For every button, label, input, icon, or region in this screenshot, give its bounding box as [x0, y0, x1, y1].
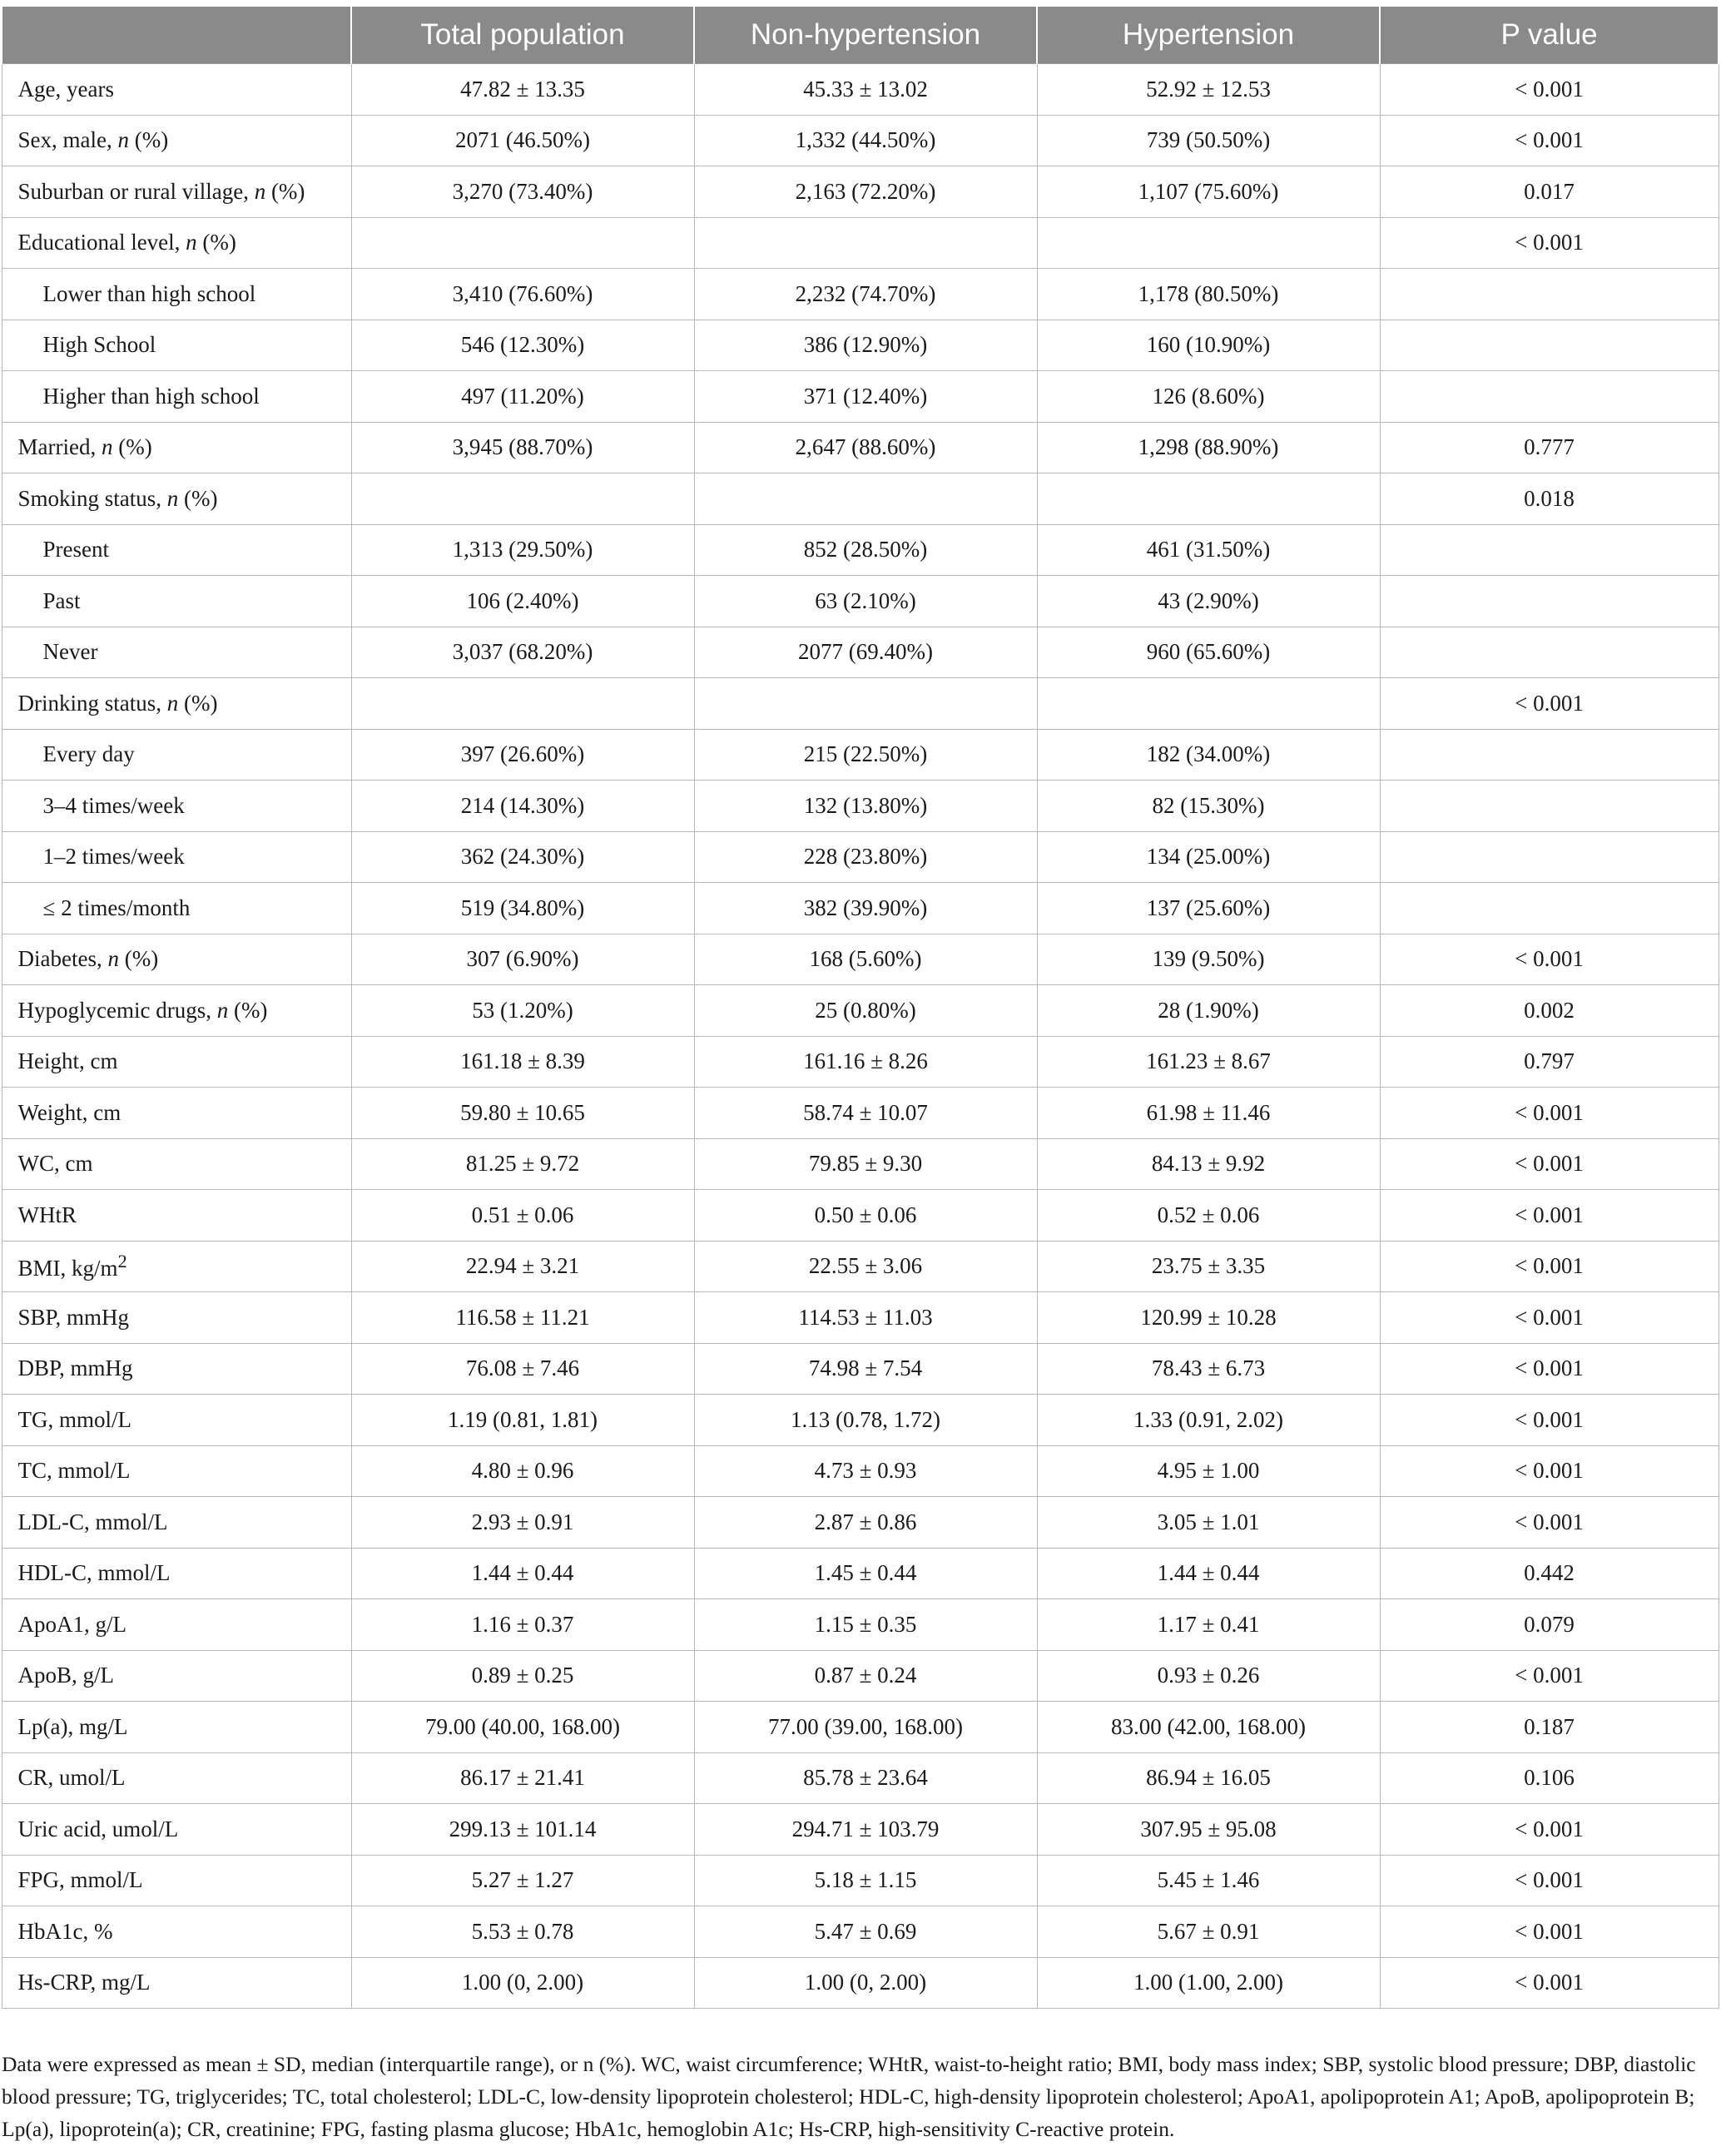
cell-hypertension: 307.95 ± 95.08: [1037, 1804, 1380, 1856]
row-label: TG, mmol/L: [2, 1395, 351, 1446]
cell-hypertension: 0.52 ± 0.06: [1037, 1190, 1380, 1242]
table-row: [2, 1599, 1719, 1651]
cell-p-value: < 0.001: [1380, 1241, 1719, 1292]
table-row: [2, 1906, 1719, 1958]
cell-total-population: 307 (6.90%): [351, 934, 694, 985]
cell-hypertension: 1.17 ± 0.41: [1037, 1599, 1380, 1651]
table-row: [2, 115, 1719, 166]
cell-total-population: 1.16 ± 0.37: [351, 1599, 694, 1651]
cell-hypertension: 139 (9.50%): [1037, 934, 1380, 985]
row-label: SBP, mmHg: [2, 1292, 351, 1344]
cell-p-value: < 0.001: [1380, 217, 1719, 269]
table-body: [2, 64, 1719, 2009]
cell-total-population: 362 (24.30%): [351, 831, 694, 883]
cell-non-hypertension: [694, 678, 1037, 730]
cell-hypertension: 160 (10.90%): [1037, 320, 1380, 371]
row-label: TC, mmol/L: [2, 1445, 351, 1497]
cell-p-value: < 0.001: [1380, 934, 1719, 985]
cell-hypertension: 161.23 ± 8.67: [1037, 1036, 1380, 1088]
cell-non-hypertension: 386 (12.90%): [694, 320, 1037, 371]
cell-hypertension: 134 (25.00%): [1037, 831, 1380, 883]
table-row: [2, 576, 1719, 627]
cell-p-value: < 0.001: [1380, 1395, 1719, 1446]
cell-non-hypertension: 4.73 ± 0.93: [694, 1445, 1037, 1497]
table-row: [2, 831, 1719, 883]
cell-p-value: < 0.001: [1380, 1957, 1719, 2009]
row-label: Present: [2, 524, 351, 576]
table-row: [2, 1445, 1719, 1497]
cell-total-population: 79.00 (40.00, 168.00): [351, 1702, 694, 1753]
table-footnote: Data were expressed as mean ± SD, median (interquartile range), or n (%). WC, waist circumference; WHtR, waist-to-height ratio; BMI, body mass index; SBP, systolic blood pressure; DBP, diastolic blood pressure; TG, triglycerides; TC, total cholesterol; LDL-C, low-density lipoprotein cholesterol; HDL-C, high-density lipoprotein cholesterol; ApoA1, apolipoprotein A1; ApoB, apolipoprotein B; Lp(a), lipoprotein(a); CR, creatinine; FPG, fasting plasma glucose; HbA1c, hemoglobin A1c; Hs-CRP, high-sensitivity C-reactive protein.: [2, 2052, 1696, 2141]
row-label: ApoB, g/L: [2, 1650, 351, 1702]
cell-hypertension: 126 (8.60%): [1037, 371, 1380, 423]
cell-total-population: 116.58 ± 11.21: [351, 1292, 694, 1344]
cell-total-population: 1,313 (29.50%): [351, 524, 694, 576]
cell-p-value: < 0.001: [1380, 1497, 1719, 1549]
cell-hypertension: 1,107 (75.60%): [1037, 166, 1380, 218]
cell-hypertension: 23.75 ± 3.35: [1037, 1241, 1380, 1292]
table-row: [2, 883, 1719, 934]
cell-total-population: 497 (11.20%): [351, 371, 694, 423]
cell-hypertension: 120.99 ± 10.28: [1037, 1292, 1380, 1344]
cell-non-hypertension: 2077 (69.40%): [694, 627, 1037, 678]
table-row: [2, 1395, 1719, 1446]
row-label: LDL-C, mmol/L: [2, 1497, 351, 1549]
row-label: Age, years: [2, 64, 351, 116]
cell-p-value: 0.797: [1380, 1036, 1719, 1088]
cell-p-value: < 0.001: [1380, 64, 1719, 116]
cell-total-population: 3,037 (68.20%): [351, 627, 694, 678]
cell-total-population: 0.51 ± 0.06: [351, 1190, 694, 1242]
cell-p-value: [1380, 729, 1719, 781]
cell-non-hypertension: 161.16 ± 8.26: [694, 1036, 1037, 1088]
table-row: [2, 1190, 1719, 1242]
cell-p-value: < 0.001: [1380, 1855, 1719, 1906]
cell-non-hypertension: 0.87 ± 0.24: [694, 1650, 1037, 1702]
cell-hypertension: 84.13 ± 9.92: [1037, 1138, 1380, 1190]
cell-total-population: 53 (1.20%): [351, 985, 694, 1037]
cell-non-hypertension: 63 (2.10%): [694, 576, 1037, 627]
row-label: ≤ 2 times/month: [2, 883, 351, 934]
cell-p-value: [1380, 371, 1719, 423]
cell-total-population: 1.00 (0, 2.00): [351, 1957, 694, 2009]
table-row: [2, 627, 1719, 678]
cell-hypertension: 52.92 ± 12.53: [1037, 64, 1380, 116]
cell-p-value: [1380, 524, 1719, 576]
cell-total-population: 397 (26.60%): [351, 729, 694, 781]
cell-total-population: 0.89 ± 0.25: [351, 1650, 694, 1702]
cell-hypertension: 137 (25.60%): [1037, 883, 1380, 934]
cell-non-hypertension: 2,647 (88.60%): [694, 422, 1037, 473]
row-label: FPG, mmol/L: [2, 1855, 351, 1906]
cell-non-hypertension: 22.55 ± 3.06: [694, 1241, 1037, 1292]
cell-total-population: 519 (34.80%): [351, 883, 694, 934]
table-row: [2, 1650, 1719, 1702]
cell-hypertension: 3.05 ± 1.01: [1037, 1497, 1380, 1549]
row-label: Every day: [2, 729, 351, 781]
cell-hypertension: 960 (65.60%): [1037, 627, 1380, 678]
cell-hypertension: 82 (15.30%): [1037, 781, 1380, 832]
table-row: [2, 217, 1719, 269]
table-row: [2, 269, 1719, 320]
cell-hypertension: 83.00 (42.00, 168.00): [1037, 1702, 1380, 1753]
cell-p-value: [1380, 576, 1719, 627]
table-row: [2, 1855, 1719, 1906]
row-label: Smoking status, n (%): [2, 473, 351, 525]
table-row: [2, 1292, 1719, 1344]
table-row: [2, 371, 1719, 423]
cell-p-value: < 0.001: [1380, 1906, 1719, 1958]
cell-total-population: 59.80 ± 10.65: [351, 1088, 694, 1139]
table-row: [2, 1036, 1719, 1088]
header-variable: [2, 6, 351, 64]
row-label: 1–2 times/week: [2, 831, 351, 883]
cell-non-hypertension: 1.45 ± 0.44: [694, 1548, 1037, 1599]
table-row: [2, 729, 1719, 781]
cell-non-hypertension: 371 (12.40%): [694, 371, 1037, 423]
table-row: [2, 1497, 1719, 1549]
cell-total-population: 2071 (46.50%): [351, 115, 694, 166]
cell-total-population: 76.08 ± 7.46: [351, 1343, 694, 1395]
row-label: WC, cm: [2, 1138, 351, 1190]
table-row: [2, 934, 1719, 985]
row-label: Hypoglycemic drugs, n (%): [2, 985, 351, 1037]
table-row: [2, 1138, 1719, 1190]
cell-hypertension: 1,178 (80.50%): [1037, 269, 1380, 320]
cell-hypertension: 5.67 ± 0.91: [1037, 1906, 1380, 1958]
row-label: Lp(a), mg/L: [2, 1702, 351, 1753]
row-label: DBP, mmHg: [2, 1343, 351, 1395]
row-label: HbA1c, %: [2, 1906, 351, 1958]
cell-p-value: < 0.001: [1380, 1138, 1719, 1190]
table-row: [2, 781, 1719, 832]
cell-non-hypertension: 1.00 (0, 2.00): [694, 1957, 1037, 2009]
cell-p-value: 0.017: [1380, 166, 1719, 218]
baseline-characteristics-table: [1, 5, 1719, 2009]
cell-p-value: 0.106: [1380, 1752, 1719, 1804]
cell-non-hypertension: 79.85 ± 9.30: [694, 1138, 1037, 1190]
cell-p-value: 0.777: [1380, 422, 1719, 473]
cell-total-population: 299.13 ± 101.14: [351, 1804, 694, 1856]
cell-total-population: [351, 217, 694, 269]
cell-non-hypertension: 85.78 ± 23.64: [694, 1752, 1037, 1804]
cell-hypertension: [1037, 217, 1380, 269]
row-label: HDL-C, mmol/L: [2, 1548, 351, 1599]
table-row: [2, 422, 1719, 473]
cell-p-value: < 0.001: [1380, 1292, 1719, 1344]
table-row: [2, 1752, 1719, 1804]
row-label: BMI, $kg/m^2$: [2, 1241, 351, 1292]
cell-hypertension: 86.94 ± 16.05: [1037, 1752, 1380, 1804]
row-label: WHtR: [2, 1190, 351, 1242]
cell-hypertension: [1037, 678, 1380, 730]
table-row: [2, 473, 1719, 525]
cell-non-hypertension: [694, 217, 1037, 269]
cell-non-hypertension: 0.50 ± 0.06: [694, 1190, 1037, 1242]
row-label: Educational level, n (%): [2, 217, 351, 269]
table-row: [2, 1088, 1719, 1139]
cell-non-hypertension: 5.47 ± 0.69: [694, 1906, 1037, 1958]
cell-p-value: [1380, 269, 1719, 320]
cell-hypertension: 1.44 ± 0.44: [1037, 1548, 1380, 1599]
header-total-population: Total population: [351, 6, 694, 64]
cell-hypertension: 28 (1.90%): [1037, 985, 1380, 1037]
cell-non-hypertension: 215 (22.50%): [694, 729, 1037, 781]
cell-p-value: < 0.001: [1380, 678, 1719, 730]
row-label: Drinking status, n (%): [2, 678, 351, 730]
cell-hypertension: 461 (31.50%): [1037, 524, 1380, 576]
row-label: Sex, male, n (%): [2, 115, 351, 166]
cell-non-hypertension: 294.71 ± 103.79: [694, 1804, 1037, 1856]
cell-non-hypertension: 45.33 ± 13.02: [694, 64, 1037, 116]
cell-total-population: 3,270 (73.40%): [351, 166, 694, 218]
cell-total-population: [351, 473, 694, 525]
table-row: [2, 1804, 1719, 1856]
cell-hypertension: 1,298 (88.90%): [1037, 422, 1380, 473]
cell-non-hypertension: 228 (23.80%): [694, 831, 1037, 883]
table-row: [2, 524, 1719, 576]
cell-non-hypertension: 132 (13.80%): [694, 781, 1037, 832]
row-label: Lower than high school: [2, 269, 351, 320]
row-label: Diabetes, n (%): [2, 934, 351, 985]
cell-p-value: < 0.001: [1380, 1650, 1719, 1702]
cell-total-population: 3,410 (76.60%): [351, 269, 694, 320]
cell-hypertension: [1037, 473, 1380, 525]
cell-p-value: 0.187: [1380, 1702, 1719, 1753]
cell-total-population: 86.17 ± 21.41: [351, 1752, 694, 1804]
cell-total-population: 22.94 ± 3.21: [351, 1241, 694, 1292]
cell-p-value: < 0.001: [1380, 1804, 1719, 1856]
cell-non-hypertension: 2,232 (74.70%): [694, 269, 1037, 320]
cell-p-value: 0.018: [1380, 473, 1719, 525]
table-row: [2, 1548, 1719, 1599]
header-hypertension: Hypertension: [1037, 6, 1380, 64]
row-label: Weight, cm: [2, 1088, 351, 1139]
cell-hypertension: 0.93 ± 0.26: [1037, 1650, 1380, 1702]
row-label: Suburban or rural village, n (%): [2, 166, 351, 218]
table-row: [2, 1957, 1719, 2009]
cell-p-value: [1380, 320, 1719, 371]
cell-non-hypertension: 168 (5.60%): [694, 934, 1037, 985]
row-label: ApoA1, g/L: [2, 1599, 351, 1651]
cell-p-value: [1380, 831, 1719, 883]
cell-non-hypertension: 74.98 ± 7.54: [694, 1343, 1037, 1395]
cell-p-value: [1380, 883, 1719, 934]
cell-total-population: 1.19 (0.81, 1.81): [351, 1395, 694, 1446]
cell-total-population: 81.25 ± 9.72: [351, 1138, 694, 1190]
header-non-hypertension: Non-hypertension: [694, 6, 1037, 64]
cell-total-population: 106 (2.40%): [351, 576, 694, 627]
cell-hypertension: 43 (2.90%): [1037, 576, 1380, 627]
cell-non-hypertension: 1.13 (0.78, 1.72): [694, 1395, 1037, 1446]
cell-non-hypertension: [694, 473, 1037, 525]
row-label: Married, n (%): [2, 422, 351, 473]
cell-p-value: < 0.001: [1380, 1445, 1719, 1497]
cell-hypertension: 61.98 ± 11.46: [1037, 1088, 1380, 1139]
row-label: 3–4 times/week: [2, 781, 351, 832]
cell-total-population: 546 (12.30%): [351, 320, 694, 371]
cell-total-population: 1.44 ± 0.44: [351, 1548, 694, 1599]
cell-total-population: [351, 678, 694, 730]
cell-hypertension: 78.43 ± 6.73: [1037, 1343, 1380, 1395]
cell-hypertension: 182 (34.00%): [1037, 729, 1380, 781]
row-label: Hs-CRP, mg/L: [2, 1957, 351, 2009]
cell-non-hypertension: 77.00 (39.00, 168.00): [694, 1702, 1037, 1753]
cell-hypertension: 739 (50.50%): [1037, 115, 1380, 166]
cell-non-hypertension: 1.15 ± 0.35: [694, 1599, 1037, 1651]
row-label: Uric acid, umol/L: [2, 1804, 351, 1856]
row-label: Never: [2, 627, 351, 678]
cell-non-hypertension: 2,163 (72.20%): [694, 166, 1037, 218]
cell-p-value: 0.079: [1380, 1599, 1719, 1651]
cell-non-hypertension: 2.87 ± 0.86: [694, 1497, 1037, 1549]
cell-hypertension: 4.95 ± 1.00: [1037, 1445, 1380, 1497]
cell-total-population: 47.82 ± 13.35: [351, 64, 694, 116]
cell-total-population: 3,945 (88.70%): [351, 422, 694, 473]
cell-total-population: 4.80 ± 0.96: [351, 1445, 694, 1497]
table-row: [2, 1241, 1719, 1292]
cell-hypertension: 1.33 (0.91, 2.02): [1037, 1395, 1380, 1446]
cell-non-hypertension: 25 (0.80%): [694, 985, 1037, 1037]
row-label: Past: [2, 576, 351, 627]
cell-p-value: < 0.001: [1380, 115, 1719, 166]
table-row: [2, 678, 1719, 730]
cell-total-population: 161.18 ± 8.39: [351, 1036, 694, 1088]
table-header-row: [2, 6, 1719, 64]
cell-total-population: 2.93 ± 0.91: [351, 1497, 694, 1549]
cell-total-population: 214 (14.30%): [351, 781, 694, 832]
cell-total-population: 5.53 ± 0.78: [351, 1906, 694, 1958]
cell-non-hypertension: 382 (39.90%): [694, 883, 1037, 934]
cell-non-hypertension: 852 (28.50%): [694, 524, 1037, 576]
header-p-value: P value: [1380, 6, 1719, 64]
cell-p-value: < 0.001: [1380, 1088, 1719, 1139]
table-row: [2, 64, 1719, 116]
row-label: High School: [2, 320, 351, 371]
table-row: [2, 320, 1719, 371]
cell-p-value: [1380, 781, 1719, 832]
row-label: CR, umol/L: [2, 1752, 351, 1804]
table-row: [2, 1343, 1719, 1395]
cell-p-value: 0.442: [1380, 1548, 1719, 1599]
table-row: [2, 985, 1719, 1037]
cell-hypertension: 5.45 ± 1.46: [1037, 1855, 1380, 1906]
table-row: [2, 166, 1719, 218]
cell-p-value: 0.002: [1380, 985, 1719, 1037]
cell-non-hypertension: 114.53 ± 11.03: [694, 1292, 1037, 1344]
cell-hypertension: 1.00 (1.00, 2.00): [1037, 1957, 1380, 2009]
cell-p-value: < 0.001: [1380, 1190, 1719, 1242]
cell-total-population: 5.27 ± 1.27: [351, 1855, 694, 1906]
cell-non-hypertension: 58.74 ± 10.07: [694, 1088, 1037, 1139]
row-label: Higher than high school: [2, 371, 351, 423]
cell-non-hypertension: 1,332 (44.50%): [694, 115, 1037, 166]
row-label: Height, cm: [2, 1036, 351, 1088]
cell-p-value: < 0.001: [1380, 1343, 1719, 1395]
cell-non-hypertension: 5.18 ± 1.15: [694, 1855, 1037, 1906]
cell-p-value: [1380, 627, 1719, 678]
table-row: [2, 1702, 1719, 1753]
